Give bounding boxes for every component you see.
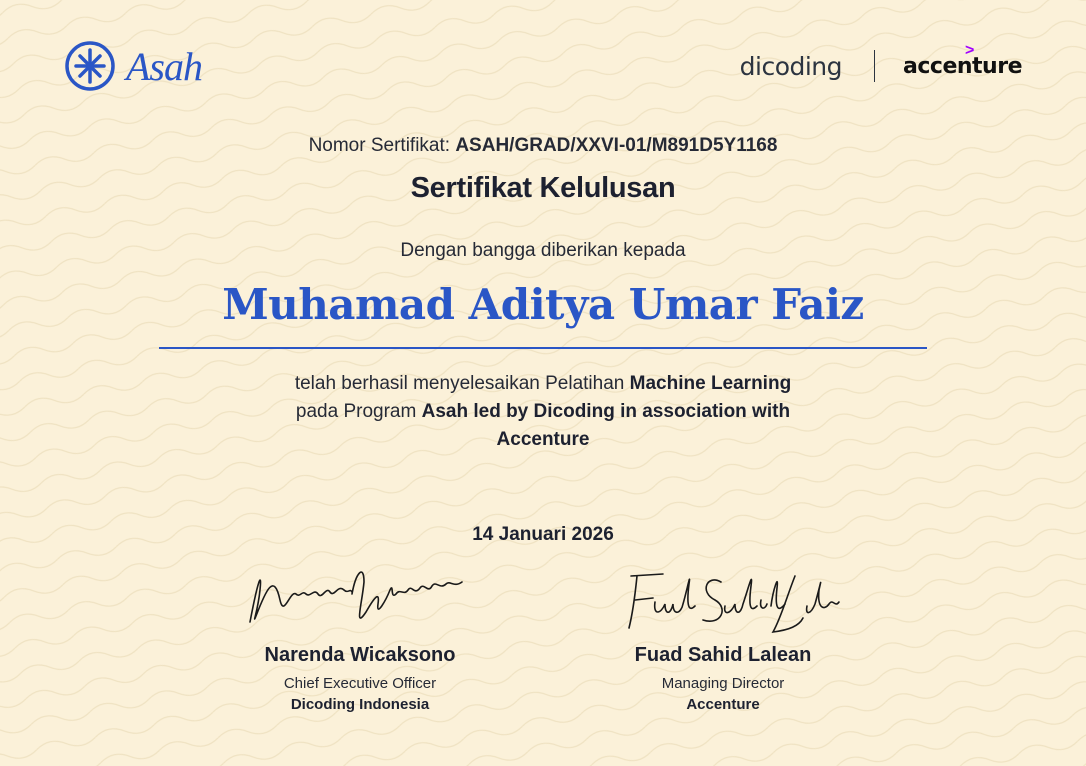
completion-description bbox=[0, 370, 1086, 454]
certificate-number-label: Nomor Sertifikat: bbox=[308, 135, 451, 156]
accenture-chevron-icon: > bbox=[965, 41, 975, 59]
signatory-right bbox=[563, 560, 883, 713]
signature-fuad-sahid-lalean bbox=[603, 560, 843, 638]
partner-logos bbox=[739, 41, 1022, 88]
description-line-1 bbox=[0, 370, 1086, 398]
description-prefix: telah berhasil menyelesaikan Pelatihan bbox=[294, 373, 625, 394]
signature-narenda-wicaksono bbox=[240, 560, 480, 638]
certificate-number-value: ASAH/GRAD/XXVI-01/M891D5Y1168 bbox=[455, 135, 778, 156]
signatory-role: Chief Executive Officer bbox=[283, 675, 437, 692]
program-prefix: pada Program bbox=[295, 401, 417, 422]
intro-text: Dengan bangga diberikan kepada bbox=[400, 240, 686, 261]
recipient-name: Muhamad Aditya Umar Faiz bbox=[222, 280, 864, 329]
course-name: Machine Learning bbox=[629, 373, 792, 394]
logo-divider bbox=[874, 50, 875, 82]
issue-date: 14 Januari 2026 bbox=[472, 524, 614, 545]
program-name: Asah led by Dicoding in association with bbox=[421, 401, 791, 422]
signatory-left bbox=[200, 560, 520, 713]
program-name-continued: Accenture bbox=[496, 429, 590, 450]
asah-logo bbox=[64, 40, 202, 92]
signatory-role: Managing Director bbox=[661, 675, 785, 692]
signatory-organization: Dicoding Indonesia bbox=[290, 696, 430, 713]
certificate-title: Sertifikat Kelulusan bbox=[410, 172, 676, 204]
accenture-logo bbox=[903, 41, 1022, 79]
signatory-name: Narenda Wicaksono bbox=[264, 644, 456, 666]
accenture-wordmark: accenture bbox=[903, 53, 1022, 79]
description-line-3 bbox=[0, 426, 1086, 454]
asah-wordmark: Asah bbox=[126, 43, 202, 89]
certificate-number bbox=[0, 135, 1086, 157]
signatory-name: Fuad Sahid Lalean bbox=[634, 644, 812, 666]
description-line-2 bbox=[0, 398, 1086, 426]
dicoding-logo: dicoding bbox=[739, 51, 843, 81]
asah-star-logo-icon bbox=[64, 40, 116, 92]
recipient-underline bbox=[159, 347, 927, 349]
signatory-organization: Accenture bbox=[686, 696, 760, 713]
